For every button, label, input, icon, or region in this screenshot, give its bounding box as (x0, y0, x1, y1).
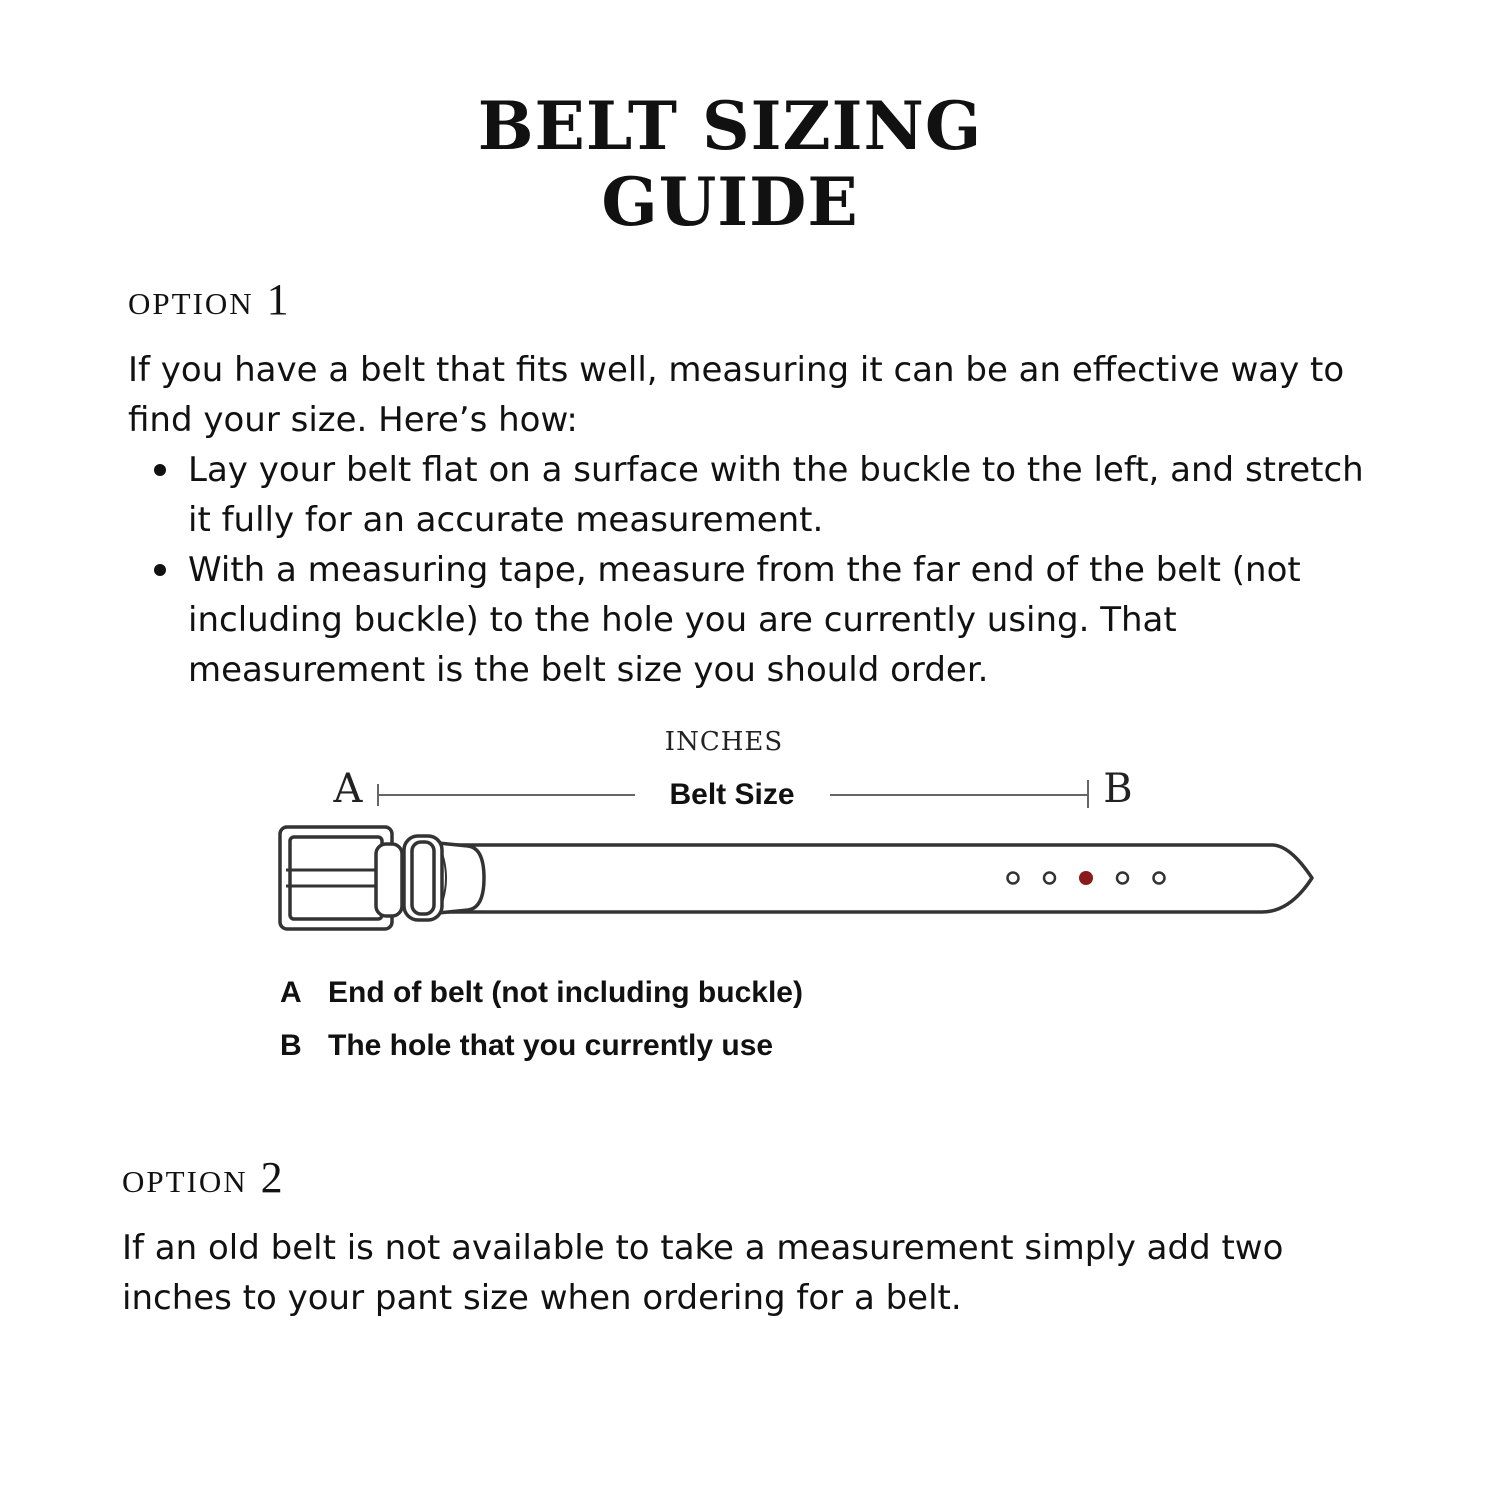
bullet-icon (154, 464, 166, 476)
belt-diagram (0, 720, 1500, 1080)
page-title (0, 88, 1460, 240)
belt-size-label: Belt Size (669, 778, 795, 811)
legend-text-a: End of belt (not including buckle) (328, 976, 803, 1009)
title-line-1: BELT SIZING (477, 87, 983, 165)
belt-diagram-svg (0, 720, 1500, 1080)
legend-letter-a: A (280, 976, 302, 1009)
belt-hole (1154, 873, 1165, 884)
step-item (188, 445, 1368, 545)
option-1-steps (188, 445, 1368, 695)
belt-hole (1044, 873, 1055, 884)
step-text: With a measuring tape, measure from the far end of the belt (not including buckle) to the hole you are currently using. That measurement is the belt size you should order. (188, 550, 1301, 690)
belt-strap (448, 845, 1312, 912)
unit-label: INCHES (664, 727, 784, 757)
legend (280, 976, 803, 1062)
step-item (188, 545, 1368, 695)
option-1-intro: If you have a belt that fits well, measuring it can be an effective way to find your size. Here’s how: (128, 350, 1345, 440)
legend-letter-b: B (280, 1029, 302, 1062)
buckle-icon (280, 827, 442, 929)
belt-keeper (438, 843, 484, 913)
buckle-frame-inner (290, 837, 382, 919)
option-1-heading: option 1 (128, 275, 291, 324)
step-text: Lay your belt flat on a surface with the buckle to the left, and stretch it fully for an accurate measurement. (188, 450, 1364, 540)
legend-text-b: The hole that you currently use (328, 1029, 774, 1062)
end-b-label: B (1103, 766, 1133, 812)
option-2-text: If an old belt is not available to take a measurement simply add two inches to your pant size when ordering for a belt. (122, 1228, 1284, 1318)
belt-hole (1008, 873, 1019, 884)
end-a-label: A (333, 766, 363, 812)
buckle-bar (376, 844, 402, 916)
title-line-2: GUIDE (601, 163, 859, 241)
bullet-icon (154, 564, 166, 576)
belt-hole (1117, 873, 1128, 884)
option-2-heading: option 2 (122, 1153, 285, 1202)
current-hole (1079, 871, 1093, 885)
buckle-keeper-band (404, 836, 442, 920)
